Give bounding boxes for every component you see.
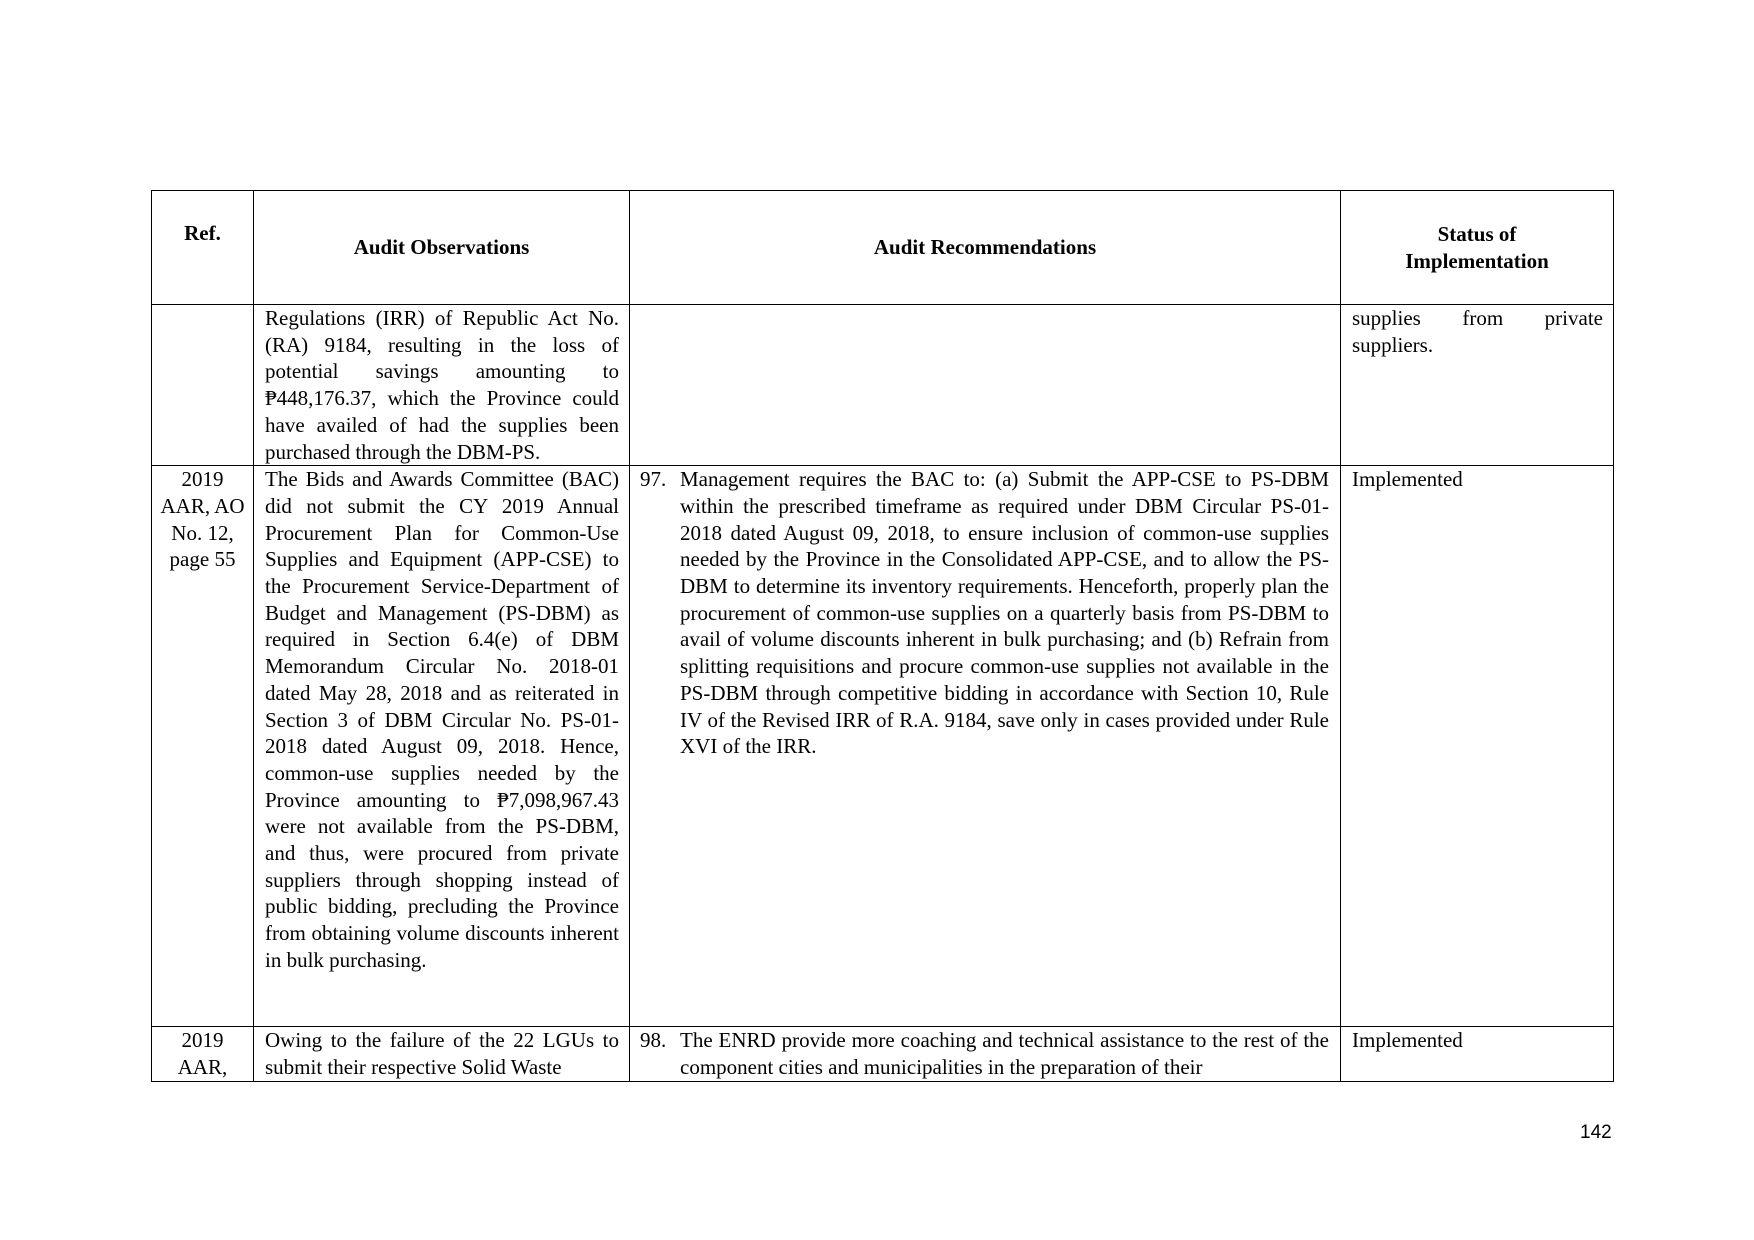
header-audit-observations: Audit Observations	[254, 191, 630, 305]
status-cell: supplies from private suppliers.	[1341, 305, 1614, 466]
recommendation-number: 98.	[640, 1028, 667, 1053]
observation-cell: The Bids and Awards Committee (BAC) did not submit the CY 2019 Annual Procurement Plan for Common-Use Supplies and Equipment (APP-CSE) to the Procurement Service-Department of Budget and Management (PS-DBM) as required in Section 6.4(e) of DBM Memorandum Circular No. 2018-01 dated May 28, 2018 and as reiterated in Section 3 of DBM Circular No. PS-01-2018 dated August 09, 2018. Hence, common-use supplies needed by the Province amounting to ₱7,098,967.43 were not available from the PS-DBM, and thus, were procured from private suppliers through shopping instead of public bidding, precluding the Province from obtaining volume discounts inherent in bulk purchasing.	[254, 466, 630, 1027]
header-status-of-implementation: Status of Implementation	[1341, 191, 1614, 305]
table-row	[152, 1027, 1614, 1081]
header-audit-recommendations: Audit Recommendations	[630, 191, 1341, 305]
table-row	[152, 305, 1614, 466]
table-row	[152, 466, 1614, 1027]
recommendation-number: 97.	[640, 467, 667, 492]
recommendation-cell	[630, 1027, 1341, 1081]
recommendation-cell	[630, 466, 1341, 1027]
recommendation-text: Management requires the BAC to: (a) Submit the APP-CSE to PS-DBM within the prescribed timeframe as required under DBM Circular PS-01-2018 dated August 09, 2018, to ensure inclusion of common-use supplies needed by the Province in the Consolidated APP-CSE, and to allow the PS-DBM to determine its inventory requirements. Henceforth, properly plan the procurement of common-use supplies on a quarterly basis from PS-DBM to avail of volume discounts inherent in bulk purchasing; and (b) Refrain from splitting requisitions and procure common-use supplies not available in the PS-DBM through competitive bidding in accordance with Section 10, Rule IV of the Revised IRR of R.A. 9184, save only in cases provided under Rule XVI of the IRR.	[680, 467, 1329, 759]
page-number: 142	[1580, 1122, 1612, 1143]
observation-cell: Regulations (IRR) of Republic Act No. (RA) 9184, resulting in the loss of potential savings amounting to ₱448,176.37, which the Province could have availed of had the supplies been purchased through the DBM-PS.	[254, 305, 630, 466]
recommendation-text: The ENRD provide more coaching and technical assistance to the rest of the component cities and municipalities in the preparation of their	[680, 1028, 1329, 1079]
ref-cell: 2019 AAR, AO No. 12, page 55	[152, 466, 254, 1027]
audit-table	[151, 190, 1614, 1082]
status-cell: Implemented	[1341, 466, 1614, 1027]
header-ref: Ref.	[152, 191, 254, 305]
ref-cell: 2019 AAR,	[152, 1027, 254, 1081]
status-cell: Implemented	[1341, 1027, 1614, 1081]
table-header-row	[152, 191, 1614, 305]
observation-cell: Owing to the failure of the 22 LGUs to submit their respective Solid Waste	[254, 1027, 630, 1081]
recommendation-cell	[630, 305, 1341, 466]
ref-cell	[152, 305, 254, 466]
